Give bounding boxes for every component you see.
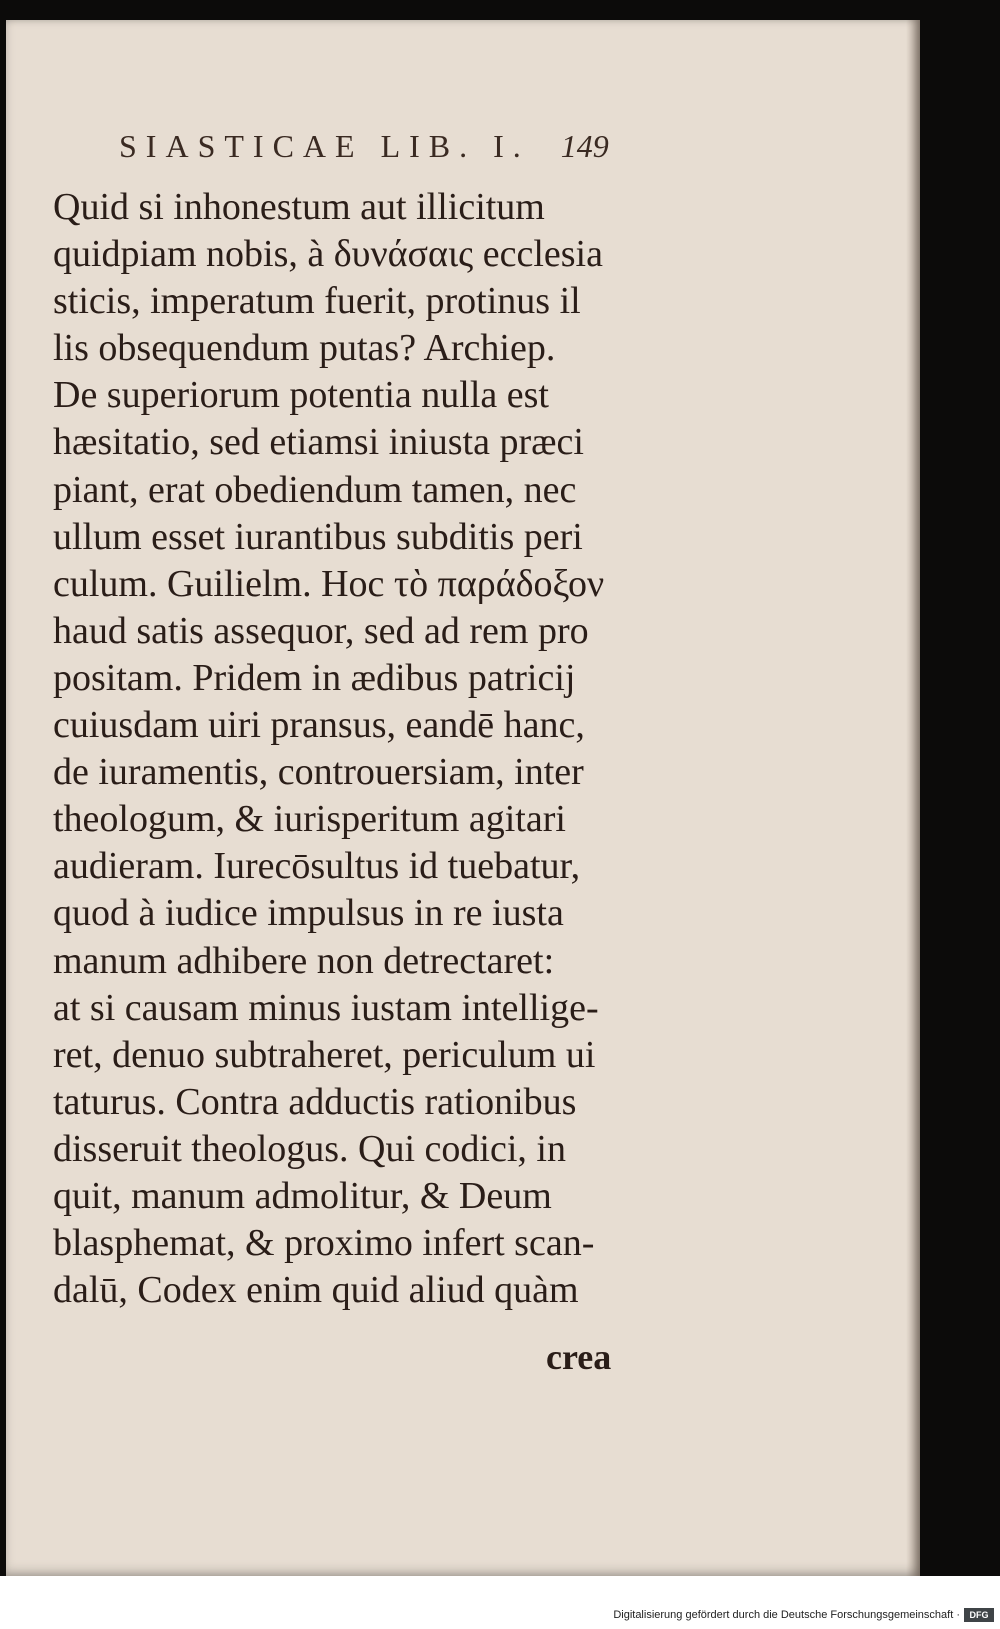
text-line: culum. Guilielm. Hoc τὸ παράδοξον <box>53 562 605 605</box>
text-line: manum adhibere non detrectaret: <box>53 939 555 982</box>
text-line: dalū, Codex enim quid aliud quàm <box>53 1269 579 1312</box>
dfg-logo: DFG <box>964 1608 994 1622</box>
text-line: ullum esset iurantibus subditis peri <box>53 515 583 558</box>
text-line: disseruit theologus. Qui codici, in <box>53 1127 566 1170</box>
text-line: De superiorum potentia nulla est <box>53 374 549 417</box>
text-line: Quid si inhonestum aut illicitum <box>53 186 545 228</box>
text-line: quit, manum admolitur, & Deum <box>53 1174 552 1217</box>
text-line: theologum, & iurisperitum agitari <box>53 798 566 841</box>
book-page <box>6 20 920 1576</box>
text-line: ret, denuo subtraheret, periculum ui <box>53 1033 596 1076</box>
text-line: cuiusdam uiri pransus, eandē hanc, <box>53 704 585 747</box>
page-number: 149 <box>560 128 609 164</box>
text-line: quod à iudice impulsus in re iusta <box>53 892 564 935</box>
running-head-title: SIASTICAE LIB. I. <box>119 128 530 164</box>
text-line: haud satis assequor, sed ad rem pro <box>53 609 589 652</box>
text-line: at si causam minus iustam intellige- <box>53 986 599 1029</box>
funding-credit: Digitalisierung gefördert durch die Deutsche Forschungsgemeinschaft · <box>613 1609 960 1621</box>
text-line: blasphemat, & proximo infert scan- <box>53 1222 595 1265</box>
text-line: lis obsequendum putas? Archiep. <box>53 327 556 370</box>
text-line: quidpiam nobis, à δυνάσαις ecclesia <box>53 233 603 276</box>
running-head <box>119 128 609 165</box>
text-line: de iuramentis, controuersiam, inter <box>53 751 584 794</box>
text-line: hæsitatio, sed etiamsi iniusta præci <box>53 421 584 464</box>
text-body <box>53 184 693 1314</box>
text-line: piant, erat obediendum tamen, nec <box>53 468 577 511</box>
text-line: taturus. Contra adductis rationibus <box>53 1080 577 1123</box>
text-line: sticis, imperatum fuerit, protinus il <box>53 280 581 323</box>
text-line: positam. Pridem in ædibus patricij <box>53 656 576 699</box>
text-line: audieram. Iurecōsultus id tuebatur, <box>53 845 581 888</box>
catchword: crea <box>546 1337 612 1377</box>
footer-bar <box>0 1576 1000 1629</box>
